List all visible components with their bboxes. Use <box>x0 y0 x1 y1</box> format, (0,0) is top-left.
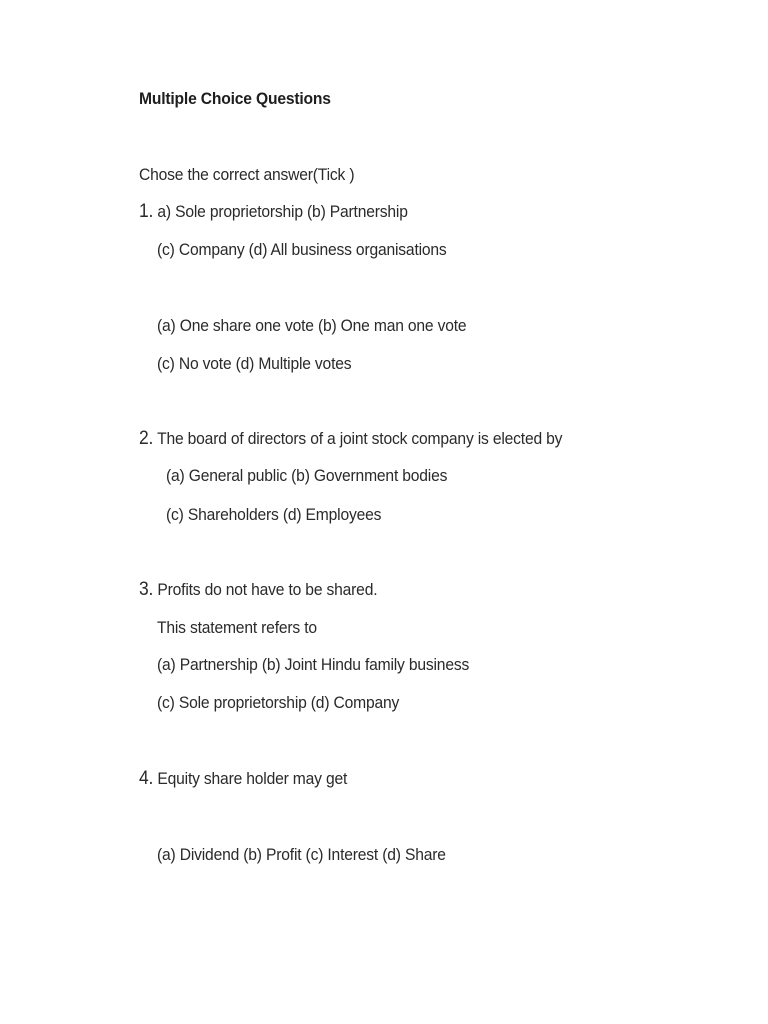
question-text: Profits do not have to be shared. <box>157 580 378 599</box>
question-line: a) Sole proprietorship (b) Partnership <box>157 202 408 221</box>
question-number: 3. <box>139 579 154 600</box>
option-line: (a) Partnership (b) Joint Hindu family business <box>157 655 470 674</box>
option-line: (a) General public (b) Government bodies <box>166 466 448 485</box>
option-line: (a) Dividend (b) Profit (c) Interest (d) Share <box>157 845 446 864</box>
question-number: 4. <box>139 768 154 789</box>
question-1 <box>139 202 408 222</box>
question-3 <box>139 580 377 600</box>
page-title: Multiple Choice Questions <box>139 89 331 108</box>
question-text: The board of directors of a joint stock company is elected by <box>157 429 563 448</box>
question-number: 2. <box>139 428 154 449</box>
question-text: Equity share holder may get <box>157 769 348 788</box>
option-line: (a) One share one vote (b) One man one vote <box>157 316 467 335</box>
option-line: (c) Sole proprietorship (d) Company <box>157 693 400 712</box>
question-4 <box>139 769 347 789</box>
instruction-text: Chose the correct answer(Tick ) <box>139 165 355 184</box>
option-line: (c) Company (d) All business organisations <box>157 240 447 259</box>
option-line: (c) Shareholders (d) Employees <box>166 505 382 524</box>
option-line: (c) No vote (d) Multiple votes <box>157 354 352 373</box>
question-2 <box>139 429 562 449</box>
question-number: 1. <box>139 201 154 222</box>
question-text: This statement refers to <box>157 618 317 637</box>
